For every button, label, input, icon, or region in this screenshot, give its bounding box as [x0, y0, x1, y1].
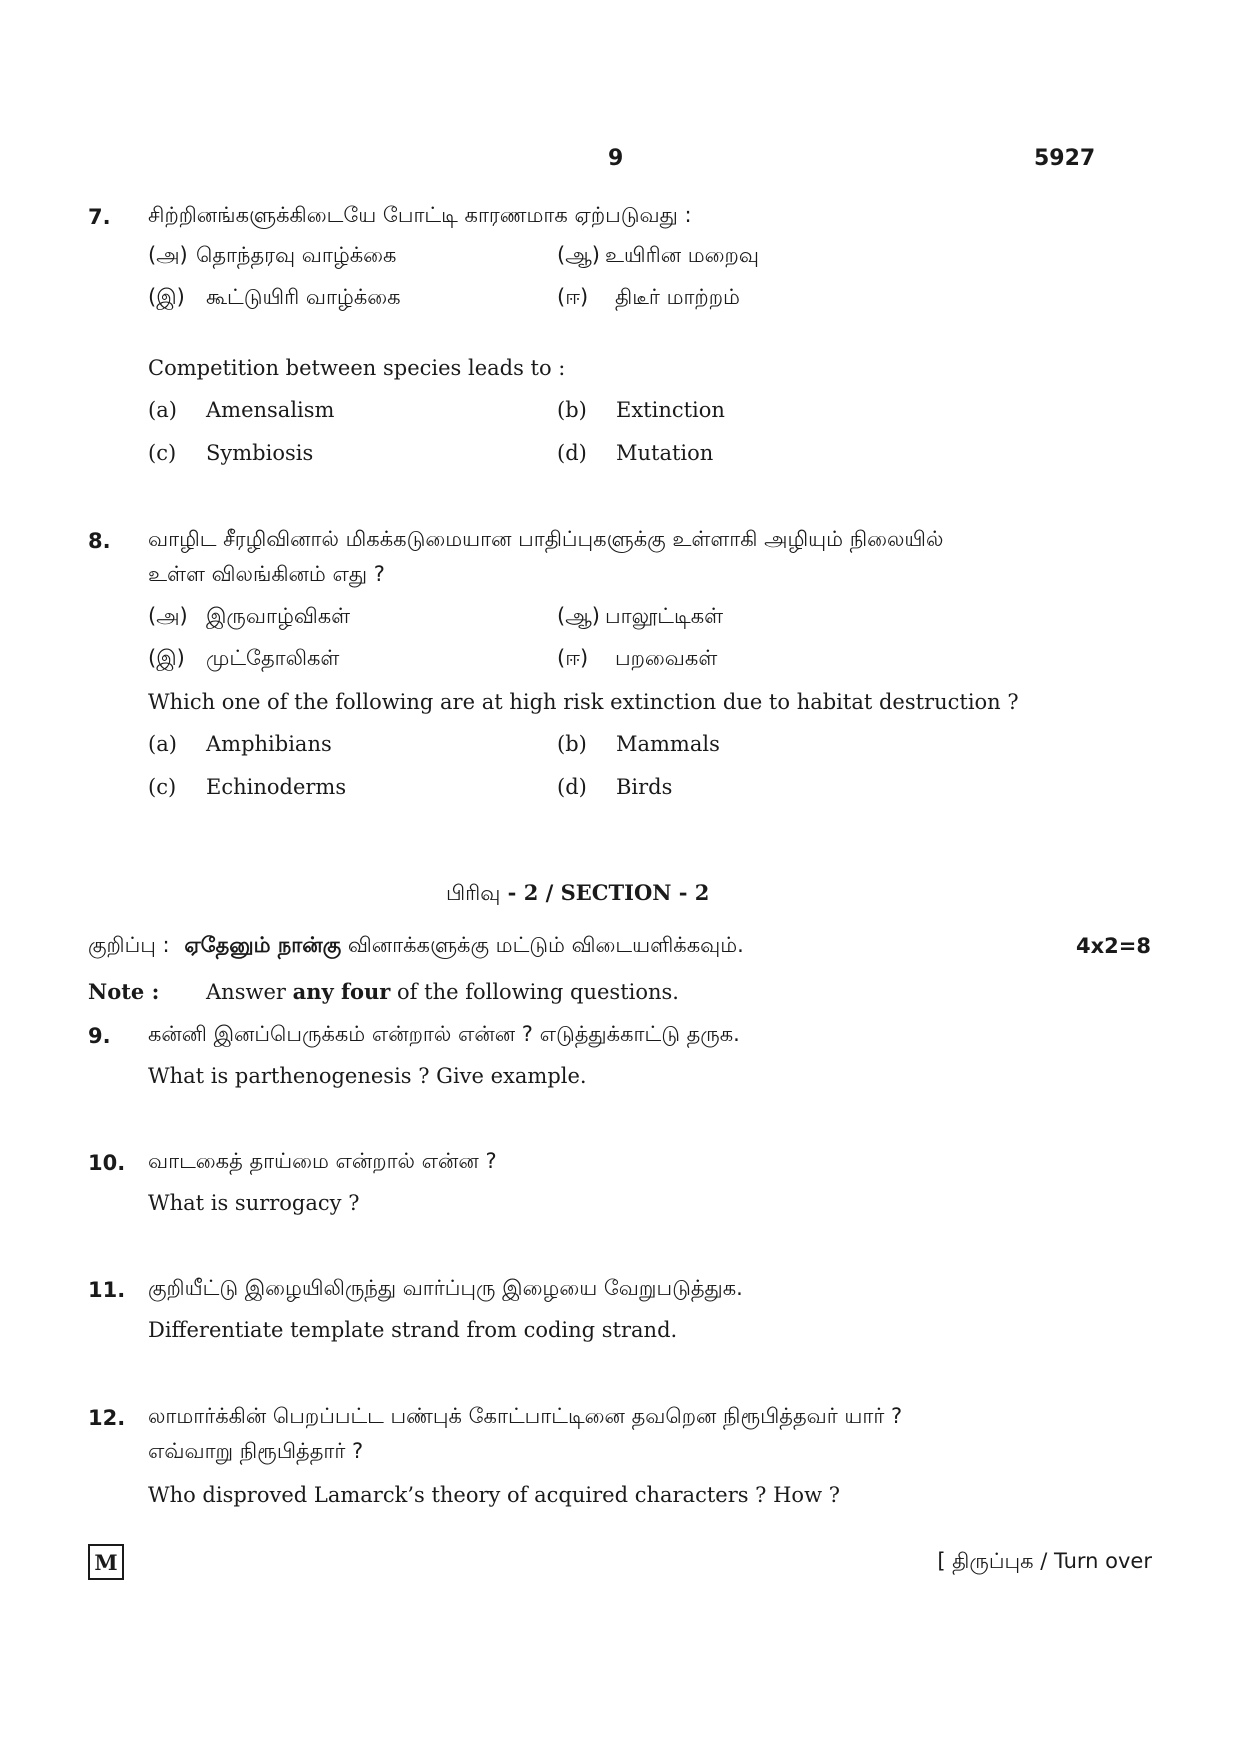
- option-label: (அ): [148, 243, 188, 267]
- option-label: (ஆ): [557, 243, 600, 267]
- option-label: (c): [148, 775, 177, 799]
- option-label: (b): [557, 732, 587, 756]
- option-text: Birds: [616, 775, 673, 799]
- note-text-tamil: வினாக்களுக்கு மட்டும் விடையளிக்கவும்.: [341, 933, 744, 957]
- option-text: பாலூட்டிகள்: [605, 604, 724, 628]
- question-text-tamil: உள்ள விலங்கினம் எது ?: [148, 562, 385, 586]
- option-text: தொந்தரவு வாழ்க்கை: [196, 243, 397, 267]
- question-text-tamil: வாடகைத் தாய்மை என்றால் என்ன ?: [148, 1149, 497, 1173]
- question-text-english: Who disproved Lamarck’s theory of acquired characters ? How ?: [148, 1483, 840, 1507]
- note-label-english: Note :: [88, 979, 160, 1004]
- note-text-english-pre: Answer: [206, 980, 293, 1004]
- option-label: (இ): [148, 646, 185, 670]
- note-label-tamil-text: குறிப்பு :: [88, 933, 170, 957]
- option-text: பறவைகள்: [615, 646, 718, 670]
- question-text-tamil: கன்னி இனப்பெருக்கம் என்றால் என்ன ? எடுத்துக்காட்டு தருக.: [148, 1022, 740, 1046]
- question-text-tamil: சிற்றினங்களுக்கிடையே போட்டி காரணமாக ஏற்படுவது :: [148, 203, 692, 227]
- page-number: 9: [608, 146, 624, 171]
- question-text-tamil: எவ்வாறு நிரூபித்தார் ?: [148, 1439, 364, 1463]
- question-text-english: Differentiate template strand from coding strand.: [148, 1318, 678, 1342]
- question-number: 8.: [88, 529, 111, 553]
- option-text: Symbiosis: [206, 441, 314, 465]
- question-text-tamil: வாழிட சீரழிவினால் மிகக்கடுமையான பாதிப்புகளுக்கு உள்ளாகி அழியும் நிலையில்: [148, 527, 944, 551]
- option-label: (ஈ): [557, 646, 589, 670]
- option-label: (a): [148, 732, 177, 756]
- option-label: (c): [148, 441, 177, 465]
- option-label: (d): [557, 775, 587, 799]
- section-heading-tamil: பிரிவு: [446, 881, 501, 905]
- option-text: Amensalism: [206, 398, 335, 422]
- option-text: இருவாழ்விகள்: [206, 604, 351, 628]
- note-emphasis-tamil: ஏதேனும் நான்கு: [184, 933, 342, 957]
- option-label: (b): [557, 398, 587, 422]
- option-text: Mutation: [616, 441, 714, 465]
- turn-over-text: [ திருப்புக / Turn over: [937, 1549, 1152, 1573]
- option-label: (d): [557, 441, 587, 465]
- option-text: Echinoderms: [206, 775, 347, 799]
- option-text: Amphibians: [206, 732, 332, 756]
- question-number: 7.: [88, 205, 111, 229]
- option-label: (ஆ): [557, 604, 600, 628]
- question-text-tamil: லாமார்க்கின் பெறப்பட்ட பண்புக் கோட்பாட்டினை தவறென நிரூபித்தவர் யார் ?: [148, 1404, 903, 1428]
- option-text: திடீர் மாற்றம்: [615, 285, 740, 309]
- section-heading: [446, 880, 709, 908]
- note-label-tamil: [88, 933, 744, 960]
- turn-over-note: [937, 1549, 1152, 1576]
- option-text: உயிரின மறைவு: [605, 243, 759, 267]
- option-label: (a): [148, 398, 177, 422]
- section-heading-english: - 2 / SECTION - 2: [500, 880, 710, 905]
- question-text-english: Which one of the following are at high risk extinction due to habitat destruction ?: [148, 690, 1019, 714]
- option-text: Mammals: [616, 732, 720, 756]
- question-number: 9.: [88, 1024, 111, 1048]
- question-text-english: Competition between species leads to :: [148, 356, 566, 380]
- marks-allocation: 4x2=8: [1076, 934, 1151, 958]
- question-number: 10.: [88, 1151, 126, 1175]
- option-label: (ஈ): [557, 285, 589, 309]
- question-text-english: What is surrogacy ?: [148, 1191, 360, 1215]
- question-number: 12.: [88, 1406, 126, 1430]
- option-label: (இ): [148, 285, 185, 309]
- note-emphasis-english: any four: [292, 979, 391, 1004]
- question-text-tamil: குறியீட்டு இழையிலிருந்து வார்ப்புரு இழையை வேறுபடுத்துக.: [148, 1276, 743, 1300]
- note-text-english: [206, 979, 679, 1004]
- medium-mark-box: M: [88, 1544, 124, 1580]
- option-text: கூட்டுயிரி வாழ்க்கை: [206, 285, 401, 309]
- question-number: 11.: [88, 1278, 126, 1302]
- question-text-english: What is parthenogenesis ? Give example.: [148, 1064, 587, 1088]
- option-label: (அ): [148, 604, 188, 628]
- option-text: முட்தோலிகள்: [206, 646, 340, 670]
- option-text: Extinction: [616, 398, 725, 422]
- note-text-english-post: of the following questions.: [390, 980, 679, 1004]
- paper-code: 5927: [1034, 146, 1096, 171]
